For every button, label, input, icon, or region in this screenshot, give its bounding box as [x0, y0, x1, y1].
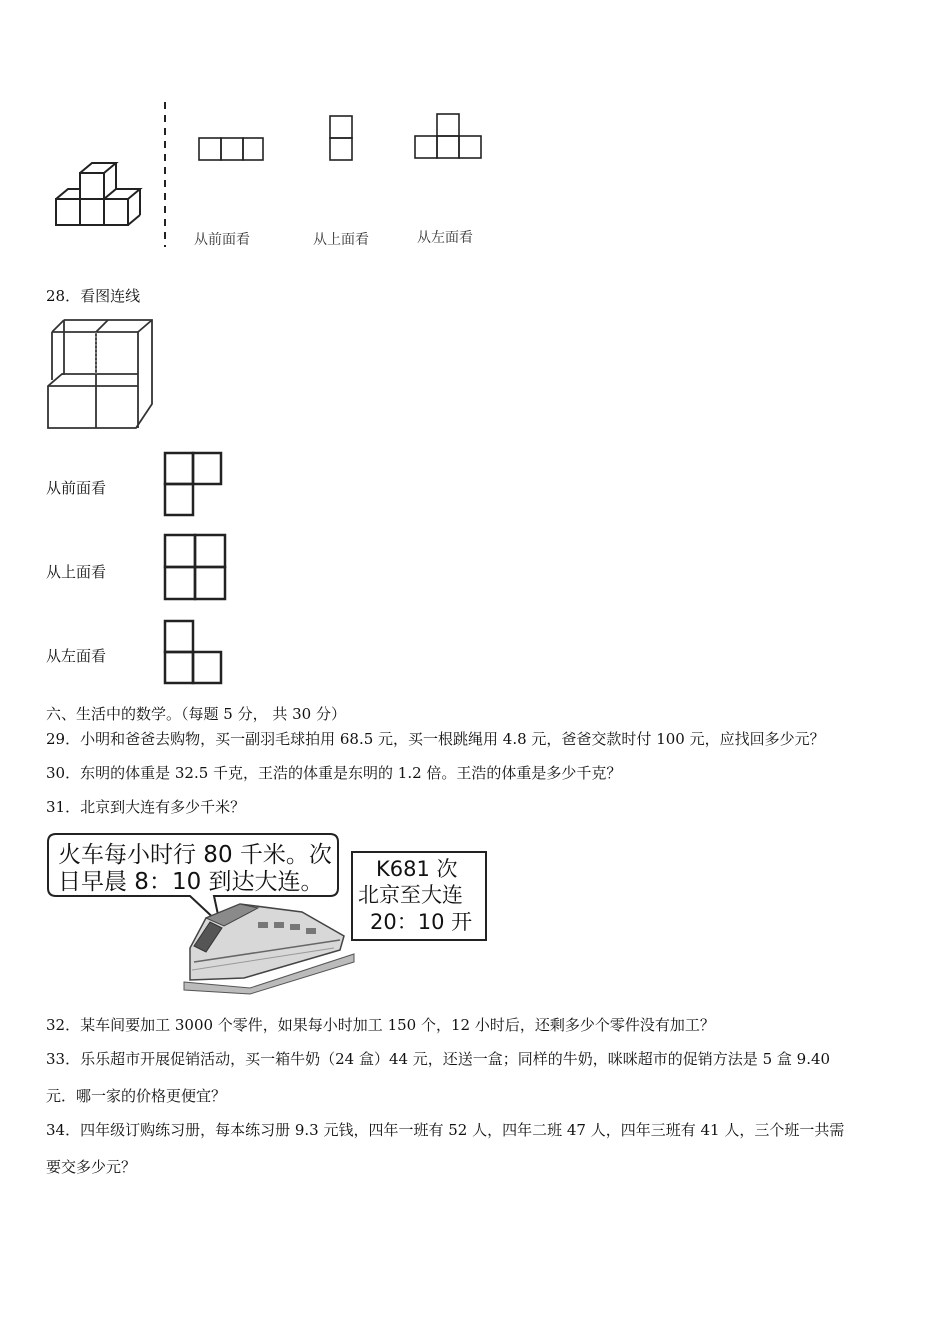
q31-train: [184, 904, 354, 994]
q28-number: 28．: [46, 287, 81, 305]
section6-heading: 六、生活中的数学。（每题 5 分， 共 30 分）: [46, 705, 346, 723]
q31-sign-line3: 20：10 开: [370, 910, 473, 934]
q31-bubble-line2: 日早晨 8：10 到达大连。: [58, 869, 324, 895]
caption-top-view: 从上面看: [313, 232, 369, 248]
dashed-divider: [160, 102, 170, 247]
q31-sign-line2: 北京至大连: [358, 883, 463, 907]
q28-solid-figure: [44, 318, 159, 436]
q29-text: 小明和爸爸去购物，买一副羽毛球拍用 68.5 元，买一根跳绳用 4.8 元，爸爸交款时付 100 元，应找回多少元？: [80, 730, 825, 748]
q28-grid-a: [163, 451, 227, 519]
q28-view-label-top: 从上面看: [46, 563, 107, 581]
q34-line1: [46, 1120, 844, 1140]
q34-number: 34．: [46, 1121, 81, 1139]
q28-grid-b: [163, 533, 229, 603]
q31-illustration: [44, 830, 494, 995]
q31: [46, 797, 245, 817]
q32-text: 某车间要加工 3000 个零件，如果每小时加工 150 个，12 小时后，还剩多少个零件没有加工？: [80, 1016, 715, 1034]
q30-text: 东明的体重是 32.5 千克，王浩的体重是东明的 1.2 倍。王浩的体重是多少千克？: [80, 764, 622, 782]
stacked-cubes-figure: [50, 155, 160, 235]
q33-line2: 元．哪一家的价格更便宜？: [46, 1087, 227, 1105]
q31-sign-line1: K681 次: [376, 857, 458, 881]
q28-title: [46, 286, 140, 306]
q33-line1: [46, 1049, 830, 1069]
q30: [46, 763, 621, 783]
q33-number: 33．: [46, 1050, 81, 1068]
q31-text: 北京到大连有多少千米？: [80, 798, 246, 816]
left-view-grid: [413, 112, 485, 162]
q32-number: 32．: [46, 1016, 81, 1034]
q30-number: 30．: [46, 764, 81, 782]
caption-front-view: 从前面看: [194, 232, 250, 248]
q28-grid-c: [163, 619, 227, 687]
top-view-grid: [328, 114, 356, 164]
caption-left-view: 从左面看: [417, 230, 473, 246]
q28-view-label-front: 从前面看: [46, 479, 107, 497]
q29: [46, 729, 825, 749]
q29-number: 29．: [46, 730, 81, 748]
q31-number: 31．: [46, 798, 81, 816]
q28-view-label-left: 从左面看: [46, 647, 107, 665]
front-view-grid: [198, 136, 268, 162]
q33-text-line1: 乐乐超市开展促销活动，买一箱牛奶（24 盒）44 元，还送一盒；同样的牛奶，咪咪超市的促销方法是 5 盒 9.40: [80, 1050, 831, 1068]
q34-text-line1: 四年级订购练习册，每本练习册 9.3 元钱，四年一班有 52 人，四年二班 47 人，四年三班有 41 人，三个班一共需: [80, 1121, 845, 1139]
q34-line2: 要交多少元？: [46, 1158, 137, 1176]
q32: [46, 1015, 715, 1035]
q31-bubble-line1: 火车每小时行 80 千米。次: [58, 842, 332, 868]
q28-text: 看图连线: [80, 287, 141, 305]
